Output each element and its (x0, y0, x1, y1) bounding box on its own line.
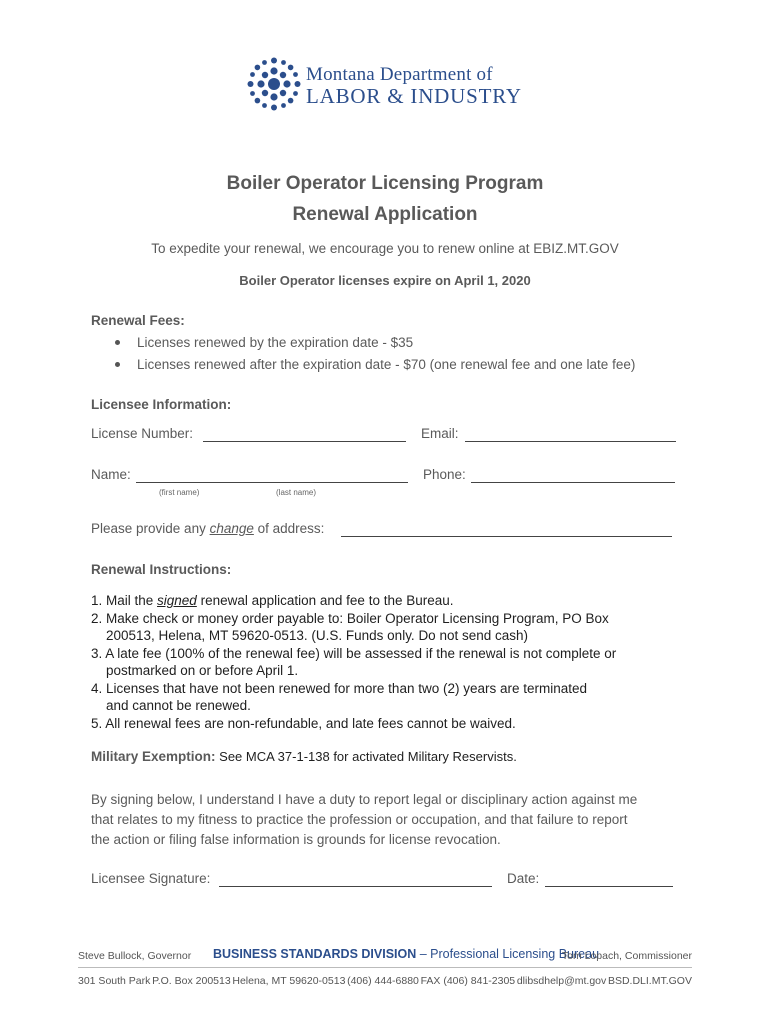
instruction-item: 4. Licenses that have not been renewed for more than two (2) years are terminated (91, 680, 588, 696)
division-title: BUSINESS STANDARDS DIVISION (213, 947, 417, 961)
phone-label: Phone: (423, 467, 466, 482)
instructions-list (91, 592, 616, 732)
footer-city: Helena, MT 59620-0513 (232, 975, 346, 987)
attestation-line: By signing below, I understand I have a duty to report legal or disciplinary action against me (91, 792, 638, 807)
bullet-icon (115, 362, 120, 367)
last-name-hint: (last name) (276, 488, 317, 497)
military-label: Military Exemption: (91, 749, 216, 764)
licensee-heading: Licensee Information: (91, 397, 232, 412)
bureau-title: – Professional Licensing Bureau (416, 947, 600, 961)
address-label (91, 521, 324, 536)
date-label: Date: (507, 871, 540, 886)
footer-fax: FAX (406) 841-2305 (420, 975, 516, 987)
phone-field[interactable] (471, 482, 675, 483)
instruction-item-cont: 200513, Helena, MT 59620-0513. (U.S. Funds only. Do not send cash) (106, 628, 529, 643)
logo-text-line1: Montana Department of (306, 64, 493, 85)
military-text: See MCA 37-1-138 for activated Military Reservists. (215, 749, 517, 764)
signature-label: Licensee Signature: (91, 871, 211, 886)
logo-gear-icon (247, 57, 301, 111)
form-title: Renewal Application (292, 204, 478, 225)
first-name-hint: (first name) (159, 488, 200, 497)
footer-phone: (406) 444-6880 (347, 975, 419, 987)
instruction-item: 3. A late fee (100% of the renewal fee) will be assessed if the renewal is not complete or (91, 645, 617, 661)
commissioner-name: Tom Lopach, Commissioner (561, 950, 692, 962)
attestation-line: the action or filing false information is grounds for license revocation. (91, 832, 501, 847)
date-field[interactable] (545, 886, 673, 887)
intro-text: To expedite your renewal, we encourage you to renew online at EBIZ.MT.GOV (151, 241, 619, 256)
email-label: Email: (421, 426, 459, 441)
footer-email-link[interactable]: dlibsdhelp@mt.gov (516, 975, 607, 987)
military-exemption (91, 749, 517, 764)
fee-item (115, 333, 635, 355)
governor-name: Steve Bullock, Governor (78, 950, 192, 962)
attestation-line: that relates to my fitness to practice the profession or occupation, and that failure to report (91, 812, 628, 827)
footer-address: 301 South Park (78, 975, 151, 987)
fee-item (115, 355, 635, 377)
instructions-heading: Renewal Instructions: (91, 562, 232, 577)
instruction-item: 1. Mail the signed renewal application and fee to the Bureau. (91, 593, 454, 608)
fee-item-text: Licenses renewed after the expiration date - $70 (one renewal fee and one late fee) (137, 357, 636, 372)
license-number-label: License Number: (91, 426, 194, 441)
name-field[interactable] (136, 482, 408, 483)
fee-item-text: Licenses renewed by the expiration date - $35 (137, 335, 414, 350)
signature-field[interactable] (219, 886, 492, 887)
address-label-emphasis: change (209, 521, 254, 536)
instruction-item-cont: postmarked on or before April 1. (106, 663, 299, 678)
instruction-item: 5. All renewal fees are non-refundable, and late fees cannot be waived. (91, 715, 516, 731)
footer-po-box: P.O. Box 200513 (152, 975, 231, 987)
fees-list (115, 333, 635, 377)
footer-contact-row (78, 975, 692, 987)
instruction-item: 2. Make check or money order payable to: Boiler Operator Licensing Program, PO Box (91, 610, 609, 626)
name-label: Name: (91, 467, 131, 482)
email-field[interactable] (465, 441, 676, 442)
footer-divider (78, 967, 692, 968)
instruction-item-cont: and cannot be renewed. (106, 698, 251, 713)
footer-website-link[interactable]: BSD.DLI.MT.GOV (607, 975, 692, 987)
division-name (213, 947, 599, 961)
address-label-suffix: of address: (253, 521, 325, 536)
license-number-field[interactable] (203, 441, 406, 442)
address-label-prefix: Please provide any (91, 521, 210, 536)
bullet-icon (115, 340, 120, 345)
expiry-notice: Boiler Operator licenses expire on April 1, 2020 (239, 273, 531, 288)
program-title: Boiler Operator Licensing Program (226, 173, 544, 194)
fees-heading: Renewal Fees: (91, 313, 185, 328)
attestation-text (91, 790, 637, 850)
address-field[interactable] (341, 536, 672, 537)
logo-text-line2: LABOR & INDUSTRY (306, 84, 522, 108)
